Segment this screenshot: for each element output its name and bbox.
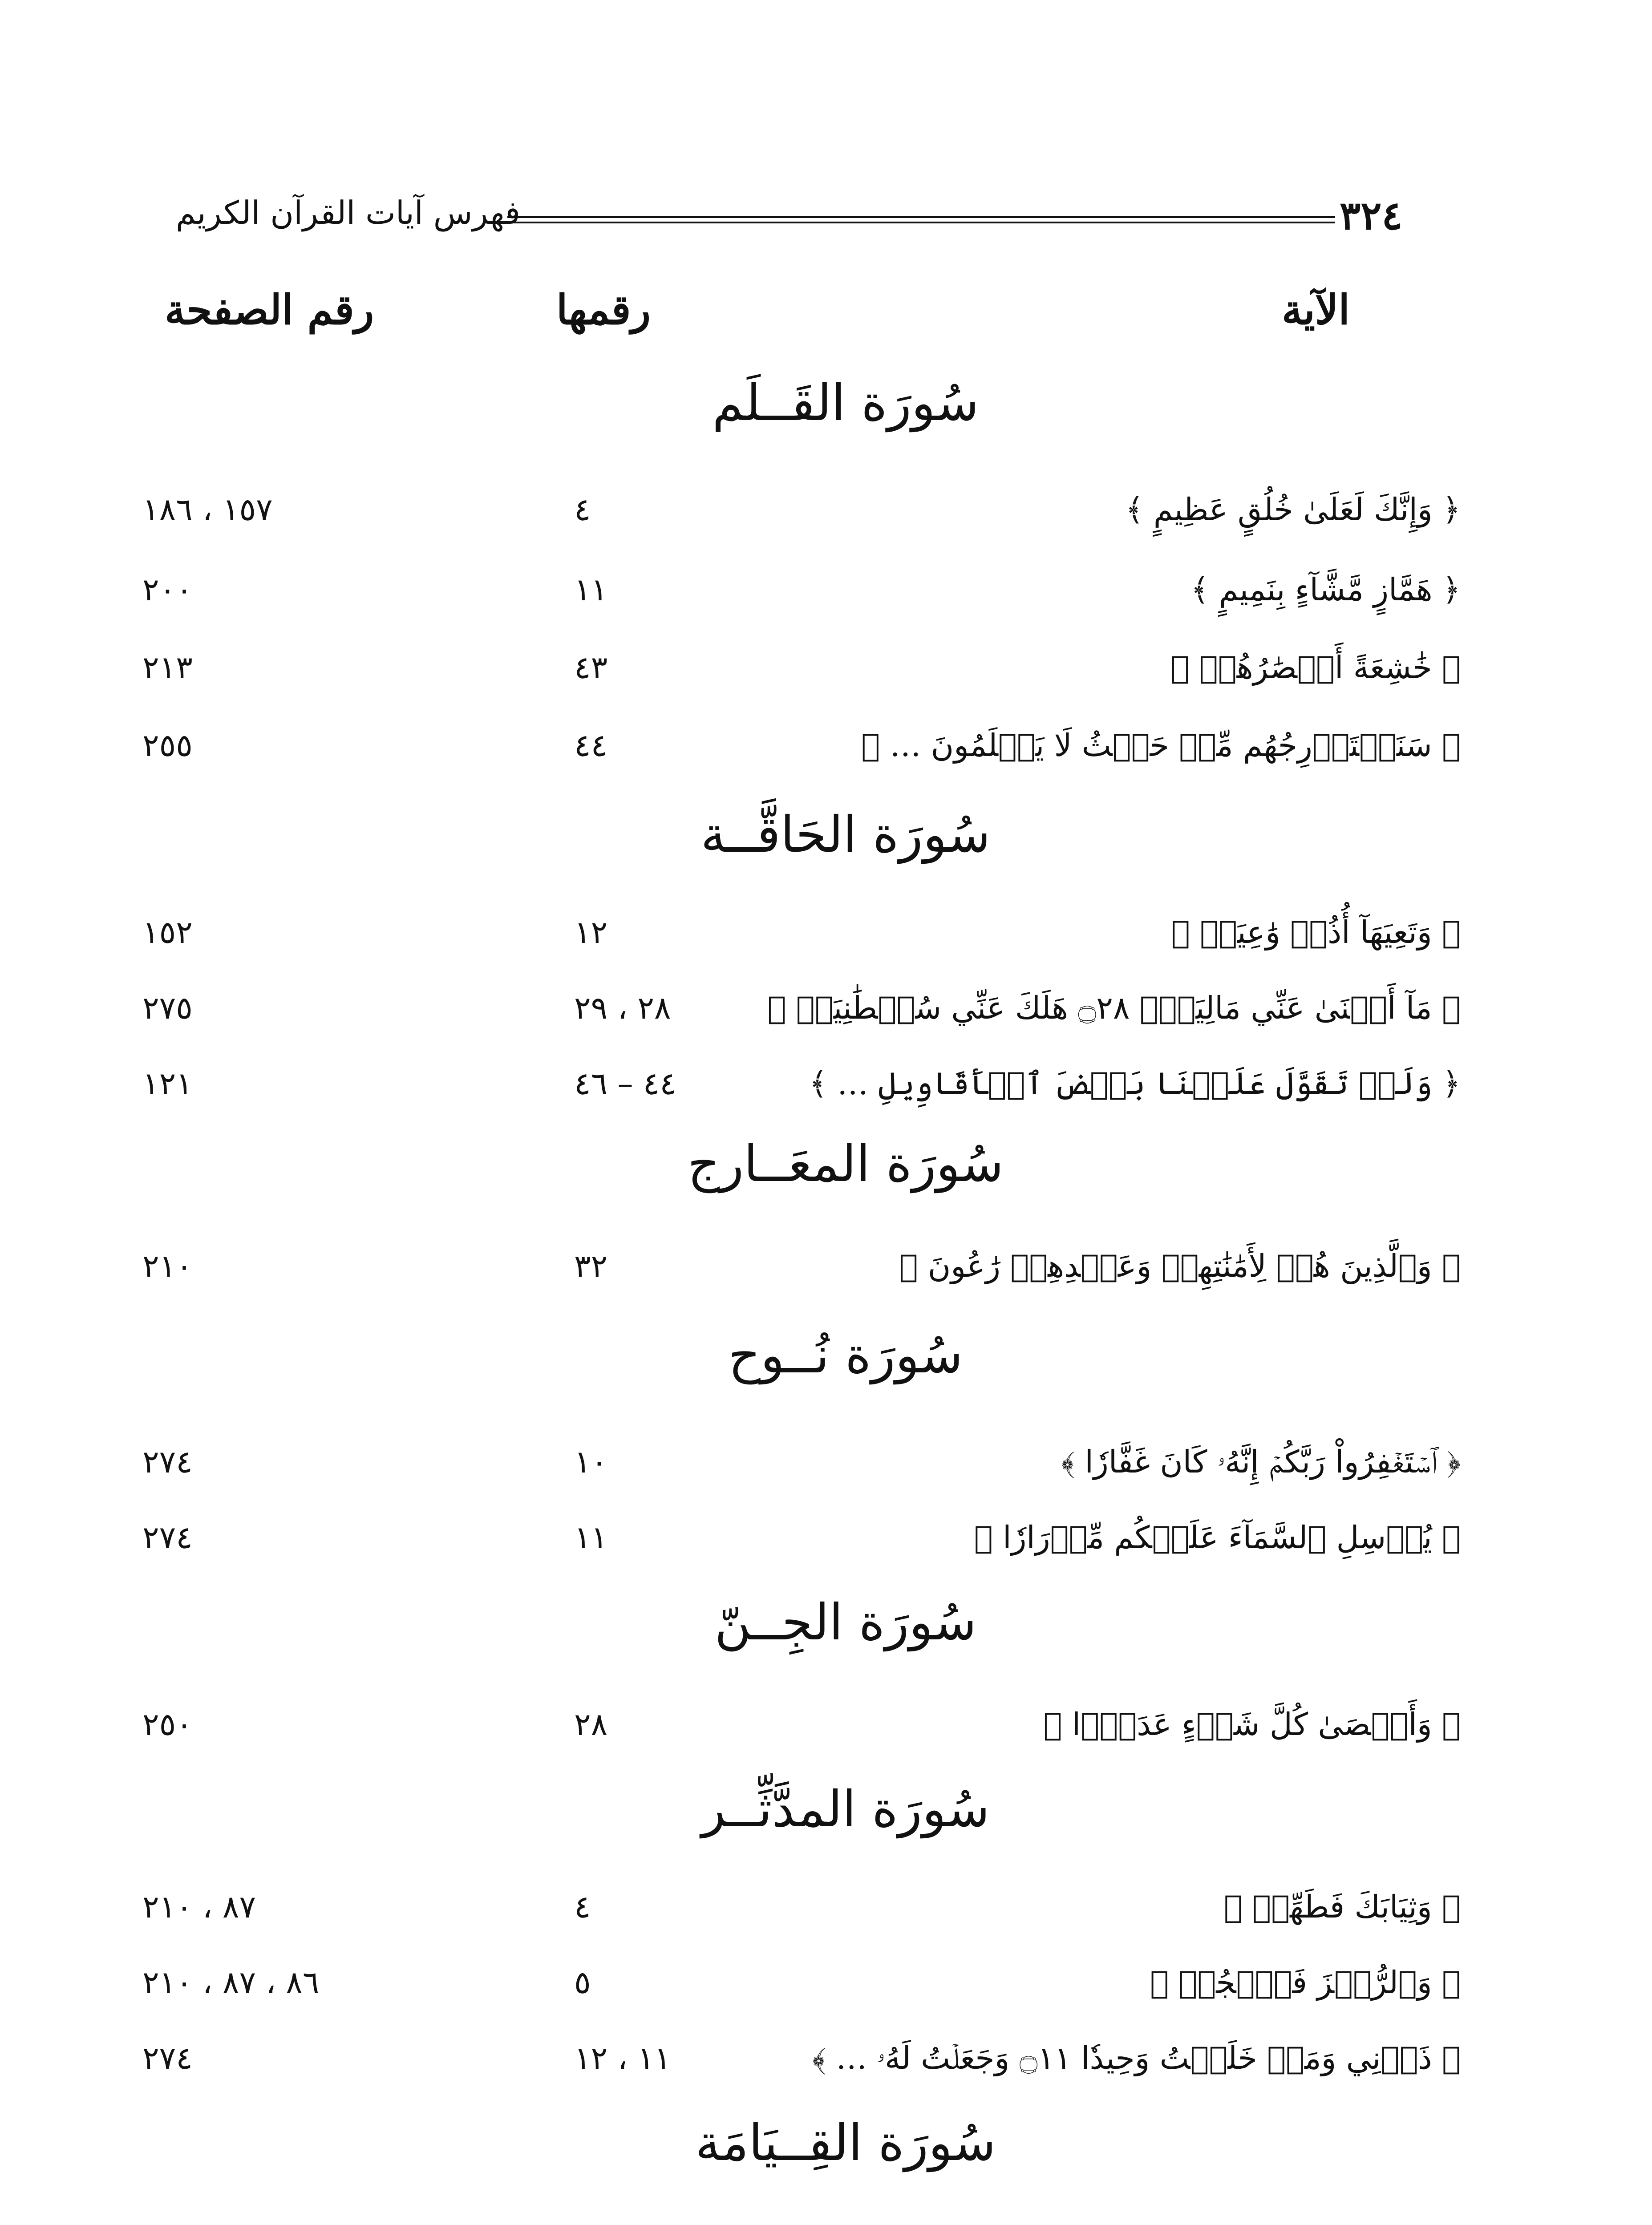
index-entry <box>0 1891 1652 1949</box>
surah-heading: سُورَة نُــوح <box>728 1327 963 1384</box>
index-entry <box>0 727 1652 788</box>
verse-number: ١٠ <box>574 1444 608 1480</box>
index-entry <box>0 1706 1652 1767</box>
surah-heading: سُورَة المدَّثِّــر <box>701 1780 990 1838</box>
index-entry <box>0 1964 1652 2025</box>
verse-number: ١٢ <box>574 914 608 951</box>
page-reference: ٢٥٥ <box>142 727 193 764</box>
verse-text: ﴿ وَإِنَّكَ لَعَلَىٰ خُلُقٍ عَظِيمٍ ﴾ <box>1125 491 1461 528</box>
page-number: ٣٢٤ <box>1340 192 1403 239</box>
verse-text: ﴿ ٱسۡتَغۡفِرُواْ رَبَّكُمۡ إِنَّهُۥ كَانَ غَفَّارٗا ﴾ <box>1061 1444 1461 1480</box>
page-reference: ٢١٣ <box>142 649 193 686</box>
index-entry <box>0 992 1652 1050</box>
verse-text: ﴿ وَٱلَّذِينَ هُمۡ لِأَمَٰنَٰتِهِمۡ وَعَهۡدِهِمۡ رَٰعُونَ ﴾ <box>899 1248 1461 1284</box>
running-header <box>0 0 1652 249</box>
header-rule <box>507 216 1335 223</box>
page-reference: ٨٦ ، ٨٧ ، ٢١٠ <box>142 1964 320 2001</box>
verse-text: ﴿ هَمَّازٍ مَّشَّآءٍ بِنَمِيمٍ ﴾ <box>1190 571 1461 608</box>
page-reference: ٢٧٤ <box>142 2040 193 2076</box>
verse-text: ﴿ وَتَعِيَهَآ أُذُنٞ وَٰعِيَةٞ ﴾ <box>1171 914 1461 951</box>
index-entry <box>0 2040 1652 2100</box>
verse-number: ٣٢ <box>574 1248 608 1284</box>
verse-number: ٤٤ – ٤٦ <box>574 1065 676 1102</box>
page-reference: ٢٧٤ <box>142 1444 193 1480</box>
verse-text: ﴿ وَأَحۡصَىٰ كُلَّ شَيۡءٍ عَدَدَۢا ﴾ <box>1043 1706 1461 1743</box>
index-entry <box>0 491 1652 552</box>
verse-number: ١١ ، ١٢ <box>574 2040 671 2076</box>
index-entry <box>0 1250 1652 1308</box>
verse-number: ٤٤ <box>574 727 608 764</box>
column-heading-verse: الآية <box>1282 286 1350 334</box>
surah-heading: سُورَة القَــلَم <box>712 374 979 432</box>
index-entry <box>0 1446 1652 1504</box>
verse-number: ٤ <box>574 491 591 528</box>
verse-text: ﴿ يُرۡسِلِ ٱلسَّمَآءَ عَلَيۡكُم مِّدۡرَارٗا ﴾ <box>974 1519 1461 1556</box>
verse-text: ﴿ وَثِيَابَكَ فَطَهِّرۡ ﴾ <box>1223 1889 1461 1925</box>
index-entry <box>0 1519 1652 1580</box>
page-reference: ٨٧ ، ٢١٠ <box>142 1889 256 1925</box>
index-entry <box>0 649 1652 710</box>
column-heading-verse-number: رقمها <box>556 286 651 334</box>
verse-number: ٤٣ <box>574 649 608 686</box>
verse-text: ﴿ مَآ أَغۡنَىٰ عَنِّي مَالِيَهۡۜ ۝٢٨ هَلَكَ عَنِّي سُلۡطَٰنِيَهۡ ﴾ <box>767 990 1461 1026</box>
page-reference: ١٢١ <box>142 1065 193 1102</box>
verse-number: ٢٨ ، ٢٩ <box>574 990 671 1026</box>
page-reference: ١٥٢ <box>142 914 193 951</box>
verse-text: ﴿ سَنَسۡتَدۡرِجُهُم مِّنۡ حَيۡثُ لَا يَعۡلَمُونَ … ﴾ <box>861 727 1461 764</box>
surah-heading: سُورَة المعَــارج <box>687 1135 1004 1193</box>
verse-number: ١١ <box>574 571 608 608</box>
verse-number: ٥ <box>574 1964 591 2001</box>
page-reference: ٢٧٤ <box>142 1519 193 1556</box>
page-reference: ٢٥٠ <box>142 1706 193 1743</box>
surah-heading: سُورَة الجِــنّ <box>714 1594 977 1651</box>
verse-number: ١١ <box>574 1519 608 1556</box>
index-entry <box>0 571 1652 632</box>
verse-text: ﴿ وَلَوۡ تَقَوَّلَ عَلَيۡنَا بَعۡضَ ٱلۡأَقَاوِيلِ … ﴾ <box>809 1065 1461 1102</box>
surah-heading: سُورَة الحَاقَّــة <box>700 806 991 864</box>
column-heading-page-number: رقم الصفحة <box>165 286 374 334</box>
surah-heading: سُورَة القِــيَامَة <box>695 2114 996 2172</box>
index-entry <box>0 1065 1652 1126</box>
verse-number: ٤ <box>574 1889 591 1925</box>
page-reference: ٢٧٥ <box>142 990 193 1026</box>
running-title: فهرس آيات القرآن الكريم <box>176 194 520 231</box>
verse-number: ٢٨ <box>574 1706 608 1743</box>
verse-text: ﴿ وَٱلرُّجۡزَ فَٱهۡجُرۡ ﴾ <box>1150 1964 1461 2001</box>
page-reference: ١٥٧ ، ١٨٦ <box>142 491 273 528</box>
verse-text: ﴿ خَٰشِعَةً أَبۡصَٰرُهُمۡ ﴾ <box>1170 649 1461 686</box>
verse-text: ﴿ ذَرۡنِي وَمَنۡ خَلَقۡتُ وَحِيدٗا ۝١١ وَجَعَلۡتُ لَهُۥ … ﴾ <box>812 2040 1461 2076</box>
page-reference: ٢١٠ <box>142 1248 193 1284</box>
page-reference: ٢٠٠ <box>142 571 193 608</box>
index-entry <box>0 914 1652 975</box>
